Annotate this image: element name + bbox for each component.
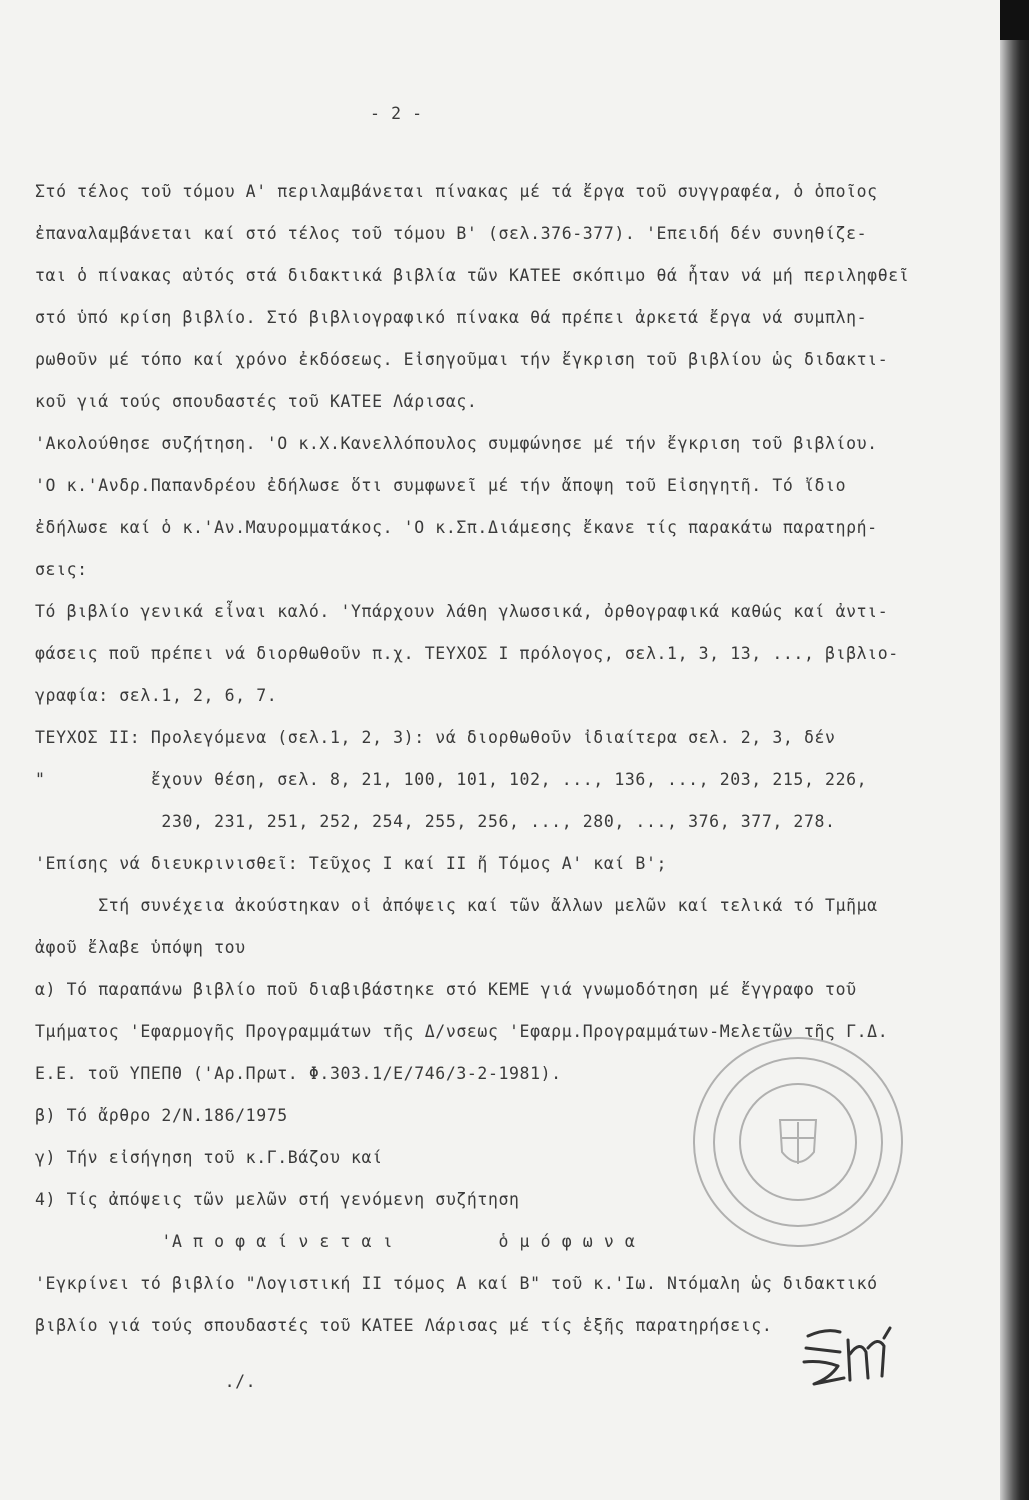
handwritten-signature [786, 1318, 906, 1398]
text-line: 'Ο κ.'Ανδρ.Παπανδρέου ἐδήλωσε ὅτι συμφωνεῖ μέ τήν ἄποψη τοῦ Εἰσηγητῆ. Τό ἴδιο [35, 476, 847, 495]
text-line: 230, 231, 251, 252, 254, 255, 256, ..., 280, ..., 376, 377, 278. [35, 812, 836, 831]
text-line: ρωθοῦν μέ τόπο καί χρόνο ἐκδόσεως. Εἰσηγοῦμαι τήν ἔγκριση τοῦ βιβλίου ὡς διδακτι- [35, 350, 889, 369]
text-line: 'Επίσης νά διευκρινισθεῖ: Τεῦχος Ι καί ΙΙ ἤ Τόμος Α' καί Β'; [35, 854, 668, 873]
text-line: 'Εγκρίνει τό βιβλίο "Λογιστική ΙΙ τόμος Α καί Β" τοῦ κ.'Ιω. Ντόμαλη ὡς διδακτικό [35, 1274, 878, 1293]
text-line: ΤΕΥΧΟΣ ΙΙ: Προλεγόμενα (σελ.1, 2, 3): νά διορθωθοῦν ἰδιαίτερα σελ. 2, 3, δέν [35, 728, 836, 747]
text-line: α) Τό παραπάνω βιβλίο ποῦ διαβιβάστηκε στό ΚΕΜΕ γιά γνωμοδότηση μέ ἔγγραφο τοῦ [35, 980, 857, 999]
text-line: Τμήματος 'Εφαρμογῆς Προγραμμάτων τῆς Δ/νσεως 'Εφαρμ.Προγραμμάτων-Μελετῶν τῆς Γ.Δ. [35, 1022, 889, 1041]
text-line: βιβλίο γιά τούς σπουδαστές τοῦ ΚΑΤΕΕ Λάρισας μέ τίς ἑξῆς παρατηρήσεις. [35, 1316, 773, 1335]
text-line: φάσεις ποῦ πρέπει νά διορθωθοῦν π.χ. ΤΕΥΧΟΣ Ι πρόλογος, σελ.1, 3, 13, ..., βιβλιο- [35, 644, 899, 663]
text-line: 4) Τίς ἀπόψεις τῶν μελῶν στή γενόμενη συζήτηση [35, 1190, 520, 1209]
text-line: ἐδήλωσε καί ὁ κ.'Αν.Μαυρομματάκος. 'Ο κ.Σπ.Διάμεσης ἔκανε τίς παρακάτω παρατηρή- [35, 518, 878, 537]
text-line: σεις: [35, 560, 88, 579]
text-line: κοῦ γιά τούς σπουδαστές τοῦ ΚΑΤΕΕ Λάρισας. [35, 392, 478, 411]
text-line: β) Τό ἄρθρο 2/Ν.186/1975 [35, 1106, 288, 1125]
scanner-edge-corner [1000, 0, 1029, 40]
text-line: Τό βιβλίο γενικά εἶναι καλό. 'Υπάρχουν λάθη γλωσσικά, ὀρθογραφικά καθώς καί ἀντι- [35, 602, 889, 621]
scanner-edge [1000, 0, 1029, 1500]
decision-heading: 'Α π ο φ α ί ν ε τ α ι ὁ μ ό φ ω ν α [35, 1232, 636, 1251]
text-line: 'Ακολούθησε συζήτηση. 'Ο κ.Χ.Κανελλόπουλος συμφώνησε μέ τήν ἔγκριση τοῦ βιβλίου. [35, 434, 878, 453]
text-line: ἐπαναλαμβάνεται καί στό τέλος τοῦ τόμου Β' (σελ.376-377). 'Επειδή δέν συνηθίζε- [35, 224, 868, 243]
text-line: γ) Τήν εἰσήγηση τοῦ κ.Γ.Βάζου καί [35, 1148, 383, 1167]
text-line: Ε.Ε. τοῦ ΥΠΕΠΘ ('Αρ.Πρωτ. Φ.303.1/Ε/746/3-2-1981). [35, 1064, 562, 1083]
text-line: ται ὁ πίνακας αὐτός στά διδακτικά βιβλία τῶν ΚΑΤΕΕ σκόπιμο θά ἦταν νά μή περιληφθεῖ [35, 266, 910, 285]
text-line: στό ὑπό κρίση βιβλίο. Στό βιβλιογραφικό πίνακα θά πρέπει ἀρκετά ἔργα νά συμπλη- [35, 308, 868, 327]
text-line: γραφία: σελ.1, 2, 6, 7. [35, 686, 278, 705]
text-line: Στό τέλος τοῦ τόμου Α' περιλαμβάνεται πίνακας μέ τά ἔργα τοῦ συγγραφέα, ὁ ὁποῖος [35, 182, 878, 201]
continuation-mark: ./. [35, 1372, 257, 1391]
text-line: " ἔχουν θέση, σελ. 8, 21, 100, 101, 102, ..., 136, ..., 203, 215, 226, [35, 770, 868, 789]
text-line: ἀφοῦ ἔλαβε ὑπόψη του [35, 938, 246, 957]
page-number: - 2 - [370, 104, 423, 123]
official-stamp [688, 1032, 908, 1252]
text-line: Στή συνέχεια ἀκούστηκαν οἱ ἀπόψεις καί τῶν ἄλλων μελῶν καί τελικά τό Τμῆμα [35, 896, 878, 915]
